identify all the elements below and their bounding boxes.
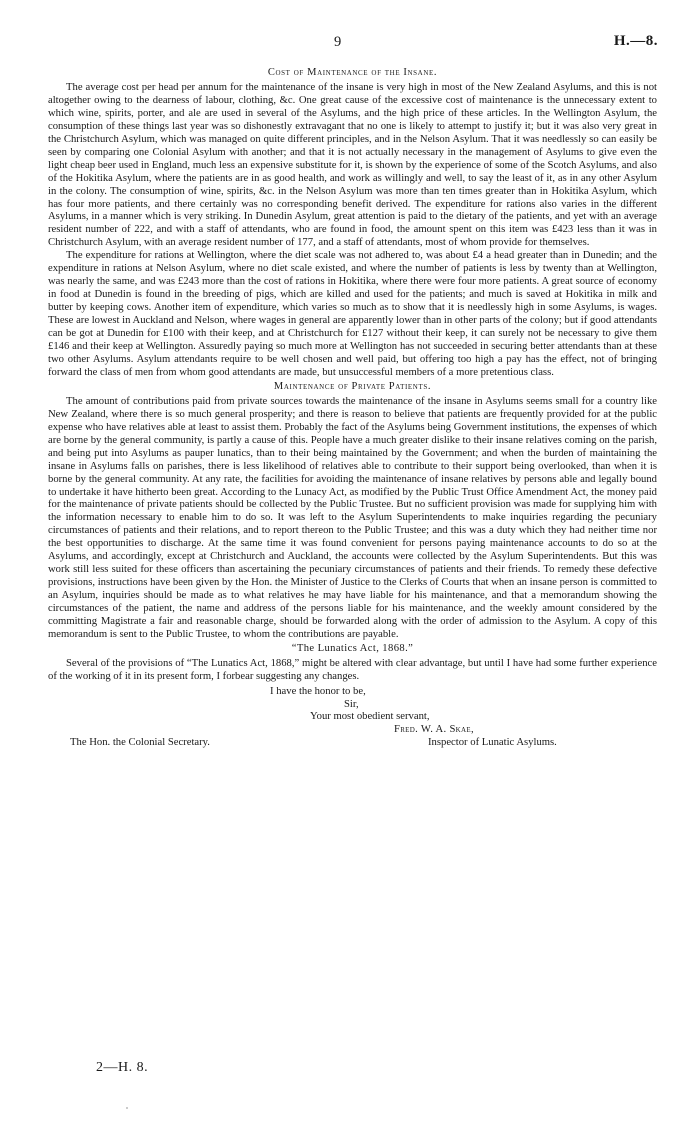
signatory-title: Inspector of Lunatic Asylums. — [428, 736, 557, 748]
paragraph: The amount of contributions paid from private sources towards the maintenance of the insane in Asylums seems small for a country like New Zealand, where there is so much general prosperity; and there is reason to believe that patients are frequently provided for at the public expense who have relatives able at least to assist them. Probably the fact of the Asylums being Government institutions, the expenses of which are borne by the general community, is partly a cause of this. People have a much greater dislike to their insane relatives coming on the parish, and being put into Asylums as pauper lunatics, than to their being maintained by the Government; and when the burden of maintaining the insane in Asylums falls on parishes, there is less likelihood of relatives able to contribute to their support being overlooked, than when it is borne by the general community. At any rate, the facilities for avoiding the maintenance of insane relatives by persons able and legally bound to undertake it have hitherto been great. According to the Lunacy Act, as modified by the Public Trust Office Amendment Act, the money paid for the maintenance of private patients should be collected by the Public Trustee. But no sufficient provision was made for supplying him with the information necessary to enable him to do so. It was left to the Asylum Superintendents to make inquiries regarding the pecuniary circumstances of patients and their relations, and to report thereon to the Public Trustee; and this was a duty which they had neither time nor the best opportunities to discharge. At the same time it was found convenient for persons paying maintenance accounts to do so at the Asylums, and accordingly, except at Christchurch and Auckland, the accounts were collected by the Asylum Superintendents. But this was work still less suited for these officers than ascertaining the pecuniary circumstances of patients and their friends. To remedy these defective provisions, instructions have been given by the Hon. the Minister of Justice to the Clerks of Courts that when an insane person is committed to an Asylum, inquiries should be made as to what relatives he may have liable for his maintenance, and that a memorandum showing the circumstances of the patient, the name and address of the persons liable for his maintenance, and the weekly amount considered by the committing Magistrate a fair and reasonable charge, should be forwarded along with the order of admission to the Asylum. A copy of this memorandum is sent to the Public Trustee, to whom the contributions are payable. — [48, 395, 657, 640]
section-heading-cost: Cost of Maintenance of the Insane. — [267, 67, 438, 78]
paper-speck — [126, 1107, 128, 1109]
body-text — [48, 66, 657, 748]
paragraph: The average cost per head per annum for the maintenance of the insane is very high in most of the New Zealand Asylums, and this is not altogether owing to the dearness of labour, clothing, &c. One great cause of the excessive cost of maintenance is the unnecessary extent to which wine, spirits, porter, and ale are used in several of the Asylums, and the high price of these articles. In the Wellington Asylum, the consumption of these things last year was so dishonestly extravagant that no one is likely to attempt to justify it; but it was also very great in the Christchurch Asylum, which was managed on quite different principles, and in the Nelson Asylum. That it was needlessly so can easily be seen by comparing one Colonial Asylum with another; and that it is not actually necessary in the management of Asylums to give even the light cheap beer used in England, much less an expensive substitute for it, is shown by the experience of some of the Scotch Asylums, and also of the Hokitika Asylum, where the patients are in as good health, and work as willingly and well, to say the least of it, as in any other Asylum in the colony. The consumption of wine, spirits, &c. in the Nelson Asylum was more than ten times greater than in Hokitika Asylum, which has four more patients, and there certainly was no corresponding benefit derived. The expenditure for rations also varies in the different Asylums, in a manner which is very striking. In Dunedin Asylum, great attention is paid to the dietary of the patients, and yet with an average resident number of 222, and with a staff of attendants, who are found in food, the amount spent on this item was £423 less than it was in Christchurch Asylum, with an average resident number of 177, and a staff of attendants, most of whom provide for themselves. — [48, 81, 657, 249]
closing-salutation: Sir, — [344, 698, 359, 710]
section-heading-private-patients: Maintenance of Private Patients. — [273, 380, 432, 392]
section-heading-lunatics-act: “The Lunatics Act, 1868.” — [291, 642, 414, 654]
page-number: 9 — [334, 34, 342, 50]
closing-line: Your most obedient servant, — [310, 710, 430, 722]
document-reference: H.—8. — [613, 33, 658, 49]
addressee: The Hon. the Colonial Secretary. — [70, 736, 210, 748]
printer-signature-mark: 2—H. 8. — [96, 1060, 149, 1075]
letter-closing — [48, 686, 657, 748]
closing-line: I have the honor to be, — [270, 685, 366, 697]
signatory-name: Fred. W. A. Skae, — [394, 723, 474, 735]
paragraph: Several of the provisions of “The Lunatics Act, 1868,” might be altered with clear advantage, but until I have had some further experience of the working of it in its present form, I forbear suggesting any changes. — [48, 657, 657, 682]
paragraph: The expenditure for rations at Wellington, where the diet scale was not adhered to, was about £4 a head greater than in Dunedin; and the expenditure in rations at Nelson Asylum, where no diet scale existed, and where the number of patients is less by twenty than at Wellington, was nearly the same, and was £243 more than the cost of rations in Hokitika, where there were four more patients. A great source of economy in food at Dunedin is found in the breeding of pigs, which are killed and used for the patients; and much is saved at Hokitika in milk and butter by keeping cows. Another item of expenditure, which varies so much as to show that it is needlessly high in some Asylums, is wages. These are lowest in Auckland and Nelson, where wages in general are apparently lower than in other parts of the colony; but if good attendants can be got at Dunedin for £100 with their keep, and at Christchurch for £127 without their keep, it can surely not be necessary to give them £146 and their keep at Wellington. Assuredly paying so much more at Wellington has not succeeded in securing better attendants than at these two other Asylums. Asylum attendants require to be well chosen and well paid, but offering too high a pay has the effect, not of bringing forward the class of men from whom good attendants are made, but unsuccessful members of a more pretentious class. — [48, 250, 657, 378]
